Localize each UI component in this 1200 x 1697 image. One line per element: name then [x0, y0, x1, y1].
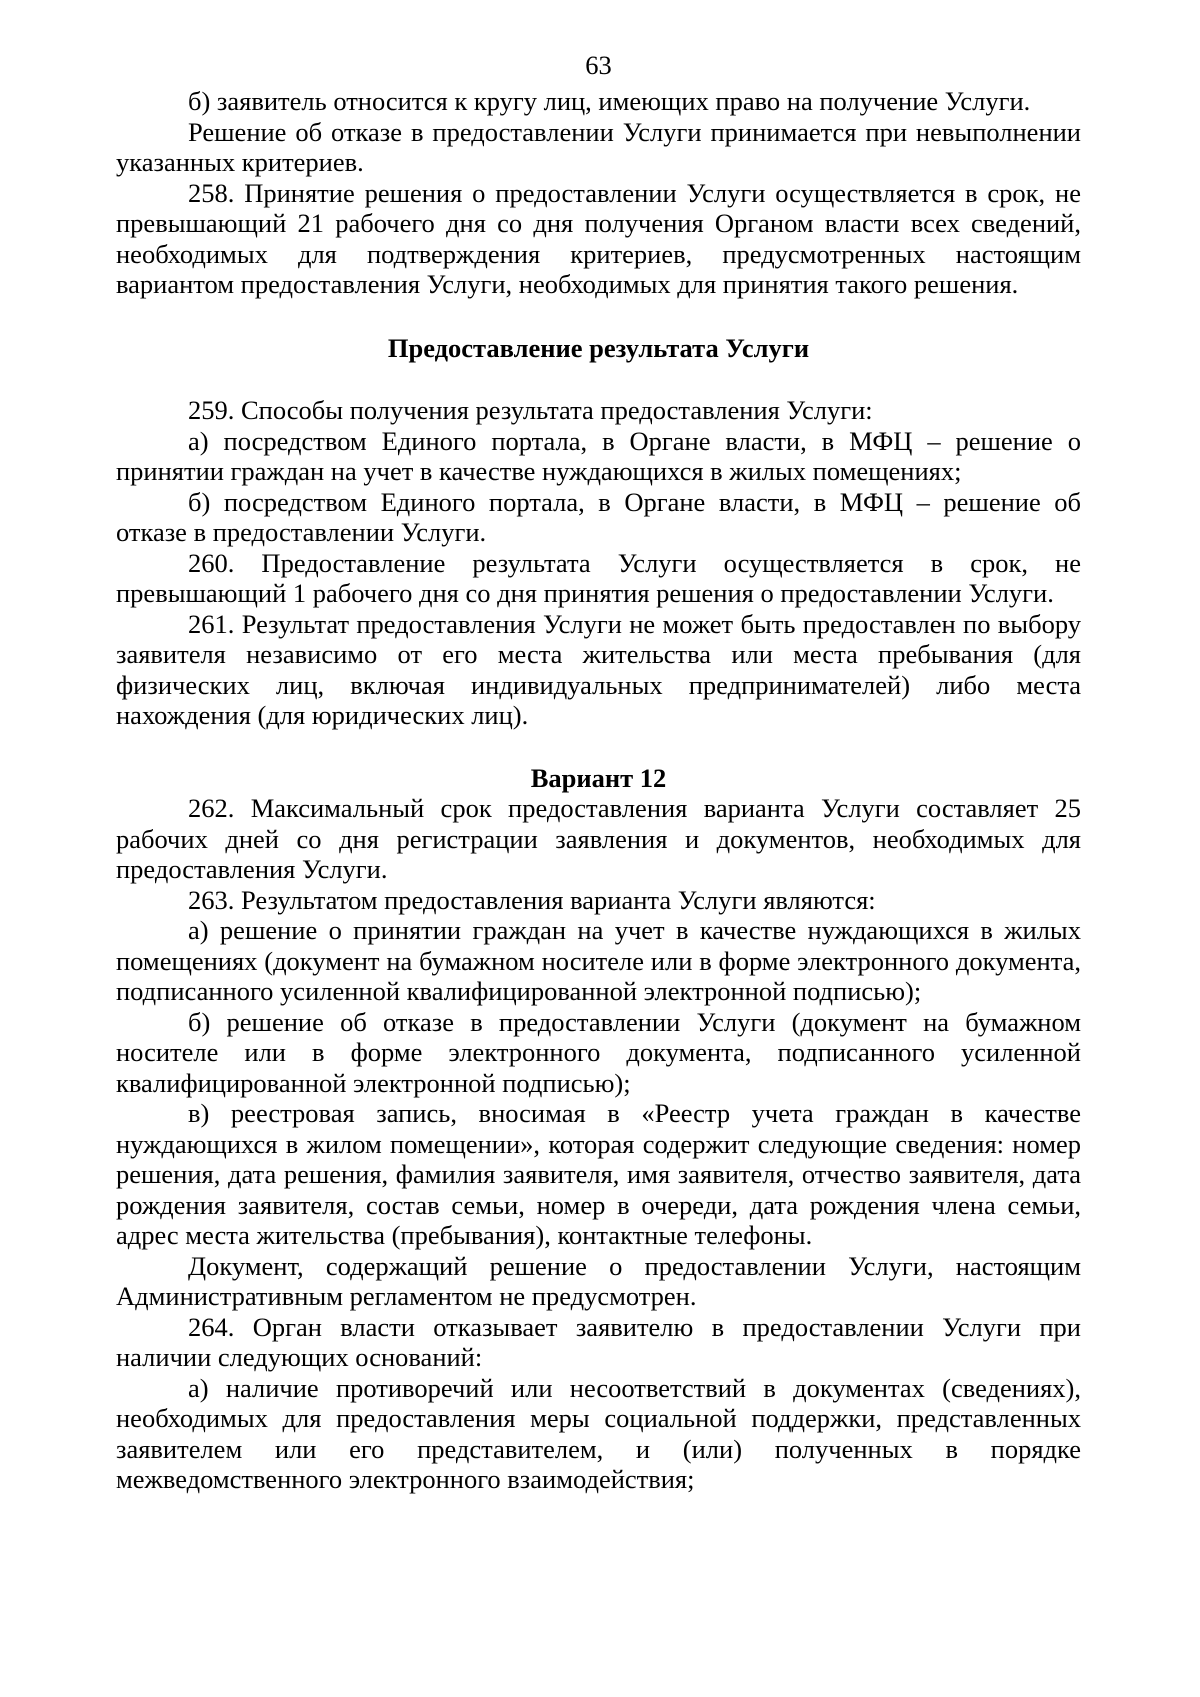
- paragraph: а) решение о принятии граждан на учет в качестве нуждающихся в жилых помещениях (документ на бумажном носителе или в форме электронного документа, подписанного усиленной квалифицированной электронной подписью);: [116, 915, 1081, 1006]
- paragraph: 264. Орган власти отказывает заявителю в предоставлении Услуги при наличии следующих оснований:: [116, 1311, 1081, 1372]
- paragraph: в) реестровая запись, вносимая в «Реестр учета граждан в качестве нуждающихся в жилом помещении», которая содержит следующие сведения: номер решения, дата решения, фамилия заявителя, имя заявителя, отчество заявителя, дата рождения заявителя, состав семьи, номер в очереди, дата рождения члена семьи, адрес места жительства (пребывания), контактные телефоны.: [116, 1098, 1081, 1250]
- paragraph: 259. Способы получения результата предоставления Услуги:: [188, 395, 873, 425]
- paragraph: 258. Принятие решения о предоставлении Услуги осуществляется в срок, не превышающий 21 рабочего дня со дня получения Органом власти всех сведений, необходимых для подтверждения критериев, предусмотренных настоящим вариантом предоставления Услуги, необходимых для принятия такого решения.: [116, 177, 1081, 299]
- paragraph: а) наличие противоречий или несоответствий в документах (сведениях), необходимых для предоставления меры социальной поддержки, представленных заявителем или его представителем, и (или) полученных в порядке межведомственного электронного взаимодействия;: [116, 1372, 1081, 1494]
- document-page: [116, 50, 1081, 1495]
- section-heading: Предоставление результата Услуги: [387, 332, 810, 363]
- paragraph: 263. Результатом предоставления варианта Услуги являются:: [188, 884, 876, 915]
- page-number: 63: [585, 50, 612, 80]
- paragraph: Решение об отказе в предоставлении Услуги принимается при невыполнении указанных критериев.: [116, 116, 1081, 177]
- paragraph: а) посредством Единого портала, в Органе власти, в МФЦ – решение о принятии граждан на учет в качестве нуждающихся в жилых помещениях;: [116, 425, 1081, 486]
- paragraph: б) заявитель относится к кругу лиц, имеющих право на получение Услуги.: [188, 86, 1031, 116]
- paragraph: б) посредством Единого портала, в Органе власти, в МФЦ – решение об отказе в предоставлении Услуги.: [116, 486, 1081, 547]
- paragraph: 261. Результат предоставления Услуги не может быть предоставлен по выбору заявителя независимо от его места жительства или места пребывания (для физических лиц, включая индивидуальных предпринимателей) либо места нахождения (для юридических лиц).: [116, 608, 1081, 730]
- paragraph: 260. Предоставление результата Услуги осуществляется в срок, не превышающий 1 рабочего дня со дня принятия решения о предоставлении Услуги.: [116, 547, 1081, 608]
- paragraph: 262. Максимальный срок предоставления варианта Услуги составляет 25 рабочих дней со дня регистрации заявления и документов, необходимых для предоставления Услуги.: [116, 793, 1081, 884]
- paragraph: Документ, содержащий решение о предоставлении Услуги, настоящим Административным регламентом не предусмотрен.: [116, 1250, 1081, 1311]
- section-heading: Вариант 12: [530, 762, 667, 793]
- paragraph: б) решение об отказе в предоставлении Услуги (документ на бумажном носителе или в форме электронного документа, подписанного усиленной квалифицированной электронной подписью);: [116, 1006, 1081, 1098]
